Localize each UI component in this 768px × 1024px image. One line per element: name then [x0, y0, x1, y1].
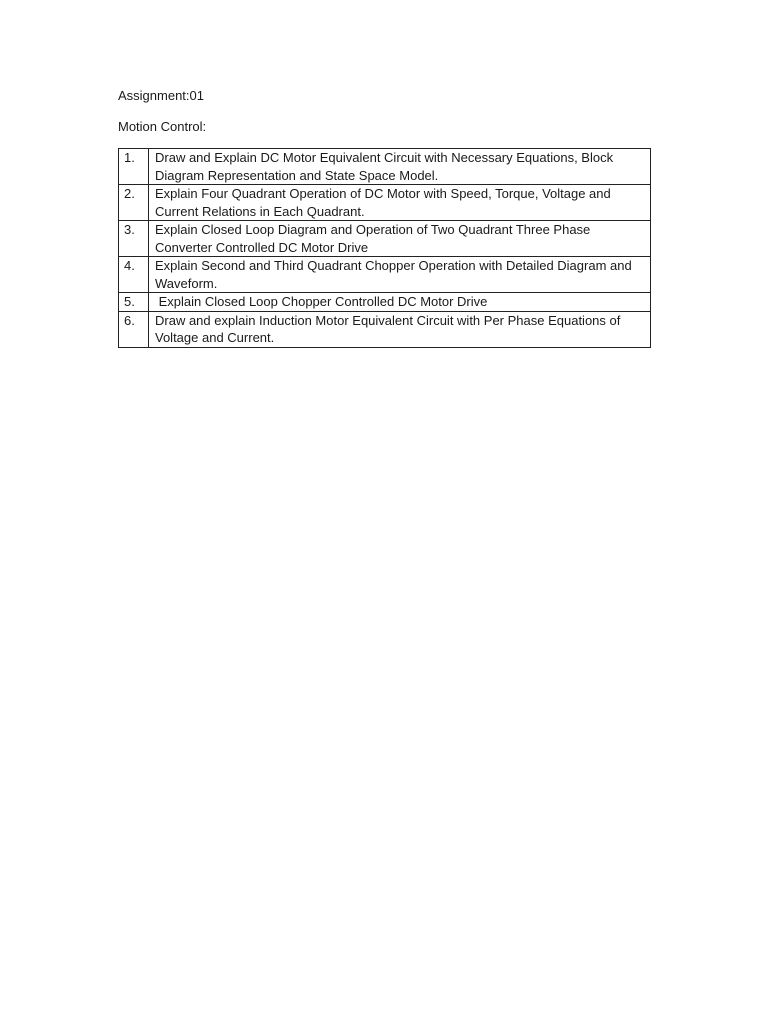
question-row-6 [119, 311, 651, 347]
question-number: 4. [119, 257, 149, 293]
question-text: Draw and Explain DC Motor Equivalent Circuit with Necessary Equations, Block Diagram Representation and State Space Model. [149, 149, 651, 185]
question-row-2 [119, 185, 651, 221]
question-number: 1. [119, 149, 149, 185]
question-row-3 [119, 221, 651, 257]
questions-table [118, 148, 651, 348]
question-number: 3. [119, 221, 149, 257]
subject-title: Motion Control: [118, 119, 207, 134]
question-row-1 [119, 149, 651, 185]
question-text: Explain Closed Loop Chopper Controlled DC Motor Drive [149, 293, 651, 312]
question-text: Draw and explain Induction Motor Equivalent Circuit with Per Phase Equations of Voltage and Current. [149, 311, 651, 347]
question-text: Explain Closed Loop Diagram and Operation of Two Quadrant Three Phase Converter Controlled DC Motor Drive [149, 221, 651, 257]
question-number: 5. [119, 293, 149, 312]
assignment-title: Assignment:01 [118, 88, 204, 103]
question-text: Explain Four Quadrant Operation of DC Motor with Speed, Torque, Voltage and Current Relations in Each Quadrant. [149, 185, 651, 221]
question-row-4 [119, 257, 651, 293]
question-number: 6. [119, 311, 149, 347]
question-text: Explain Second and Third Quadrant Chopper Operation with Detailed Diagram and Waveform. [149, 257, 651, 293]
question-number: 2. [119, 185, 149, 221]
question-row-5 [119, 293, 651, 312]
